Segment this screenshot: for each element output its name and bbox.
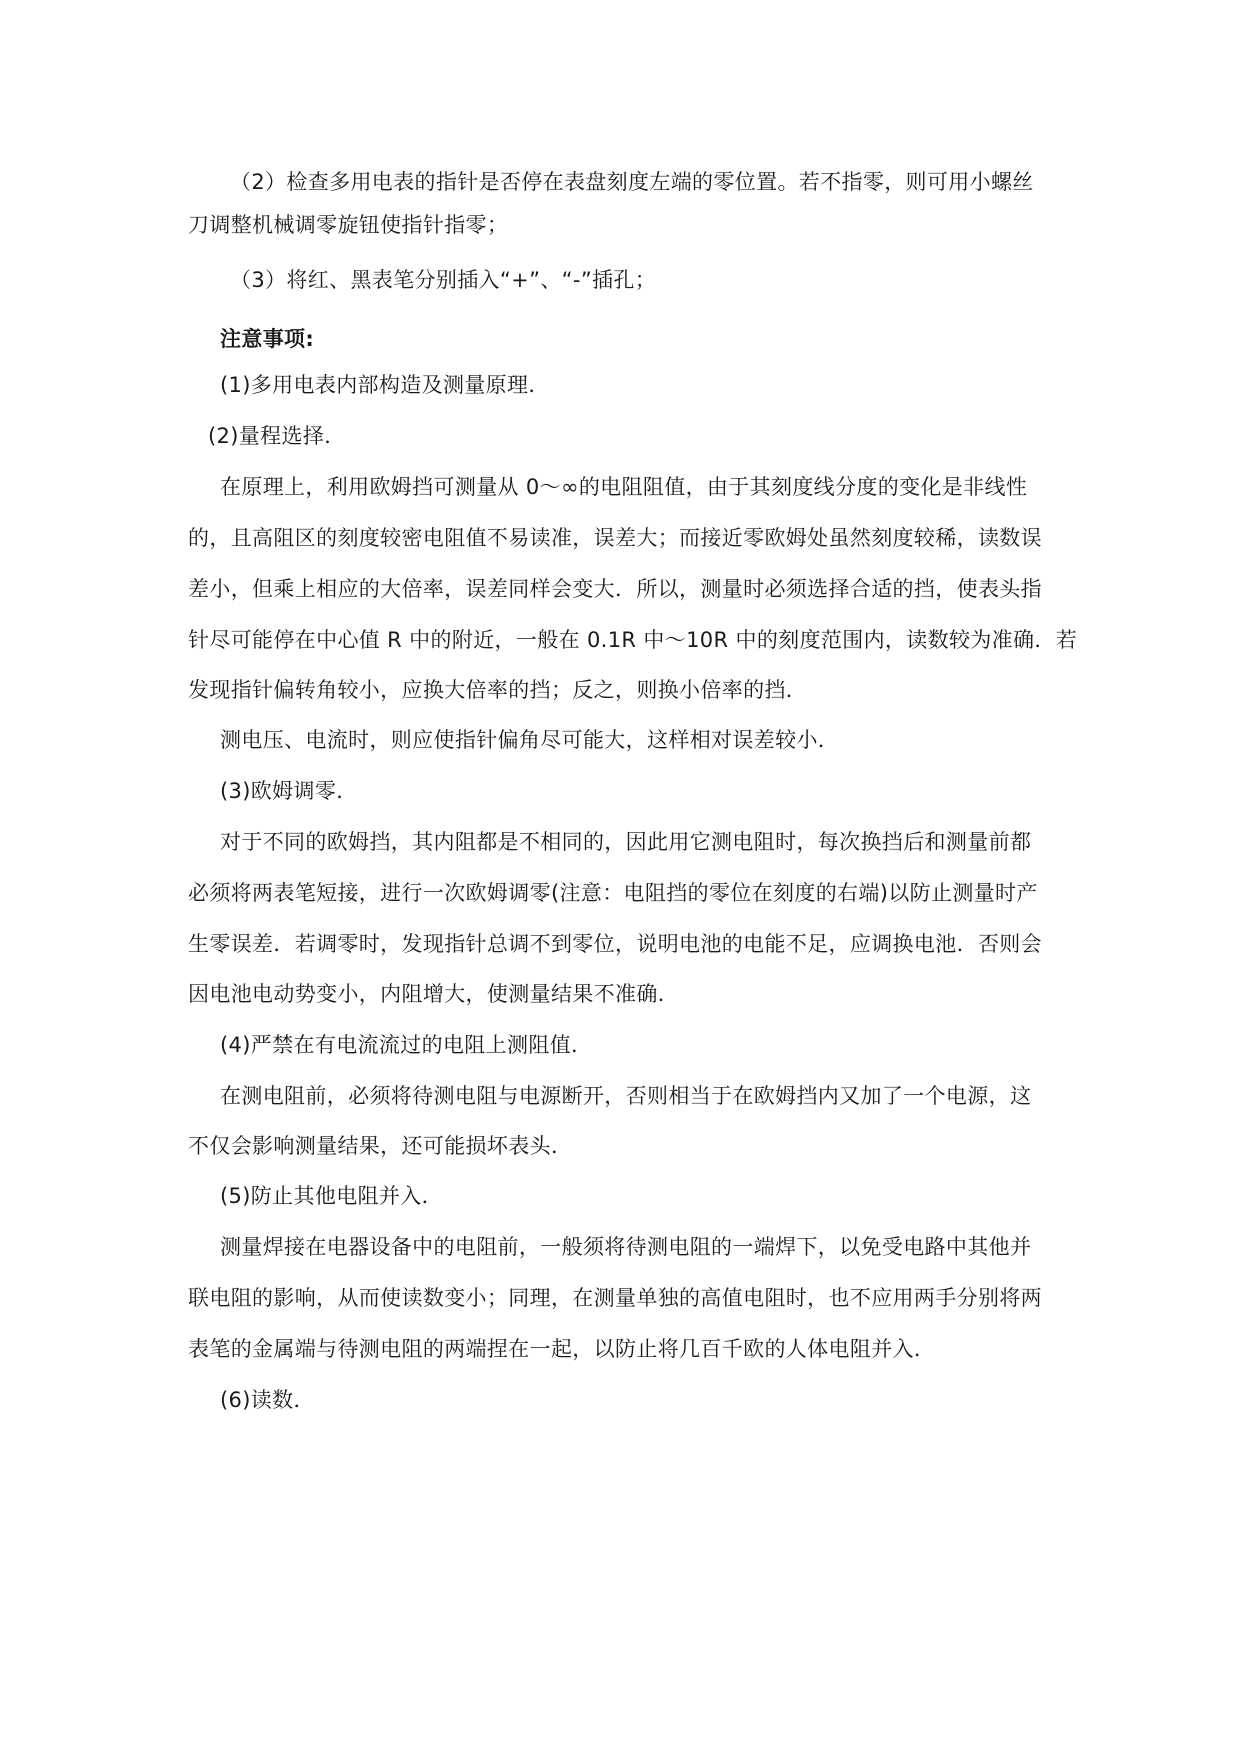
text-line: （2）检查多用电表的指针是否停在表盘刻度左端的零位置。若不指零，则可用小螺丝 <box>230 170 1034 194</box>
text-line: 对于不同的欧姆挡，其内阻都是不相同的，因此用它测电阻时，每次换挡后和测量前都 <box>220 830 1032 854</box>
list-item: (5)防止其他电阻并入． <box>220 1184 443 1208</box>
text-line: 不仅会影响测量结果，还可能损坏表头． <box>188 1134 573 1158</box>
list-item: (2)量程选择． <box>208 424 346 448</box>
list-item: (3)欧姆调零． <box>220 779 358 803</box>
text-line: 生零误差．若调零时，发现指针总调不到零位，说明电池的电能不足，应调换电池．否则会 <box>188 932 1042 956</box>
text-line: 发现指针偏转角较小，应换大倍率的挡；反之，则换小倍率的挡． <box>188 678 808 702</box>
text-line: （3）将红、黑表笔分别插入“+”、“-”插孔； <box>230 268 657 292</box>
list-item: (1)多用电表内部构造及测量原理． <box>220 373 550 397</box>
text-line: 差小，但乘上相应的大倍率，误差同样会变大．所以，测量时必须选择合适的挡，使表头指 <box>188 577 1042 601</box>
text-line: 刀调整机械调零旋钮使指针指零； <box>188 213 509 237</box>
list-item: (4)严禁在有电流流过的电阻上测阻值． <box>220 1033 593 1057</box>
text-line: 针尽可能停在中心值 R 中的附近，一般在 0.1R 中～10R 中的刻度范围内，读数较为准确．若 <box>188 628 1078 652</box>
text-line: 在测电阻前，必须将待测电阻与电源断开，否则相当于在欧姆挡内又加了一个电源，这 <box>220 1084 1032 1108</box>
text-line: 测电压、电流时，则应使指针偏角尽可能大，这样相对误差较小． <box>220 728 840 752</box>
section-heading: 注意事项: <box>220 327 315 351</box>
text-line: 在原理上，利用欧姆挡可测量从 0～∞的电阻阻值，由于其刻度线分度的变化是非线性 <box>220 475 1028 499</box>
text-line: 表笔的金属端与待测电阻的两端捏在一起，以防止将几百千欧的人体电阻并入． <box>188 1337 936 1361</box>
list-item: (6)读数． <box>220 1388 315 1412</box>
text-line: 联电阻的影响，从而使读数变小；同理，在测量单独的高值电阻时，也不应用两手分别将两 <box>188 1286 1042 1310</box>
text-line: 测量焊接在电器设备中的电阻前，一般须将待测电阻的一端焊下，以免受电路中其他并 <box>220 1235 1032 1259</box>
text-line: 的，且高阻区的刻度较密电阻值不易读准，误差大；而接近零欧姆处虽然刻度较稀，读数误 <box>188 526 1042 550</box>
text-line: 因电池电动势变小，内阻增大，使测量结果不准确． <box>188 982 680 1006</box>
text-line: 必须将两表笔短接，进行一次欧姆调零(注意：电阻挡的零位在刻度的右端)以防止测量时产 <box>188 881 1038 905</box>
